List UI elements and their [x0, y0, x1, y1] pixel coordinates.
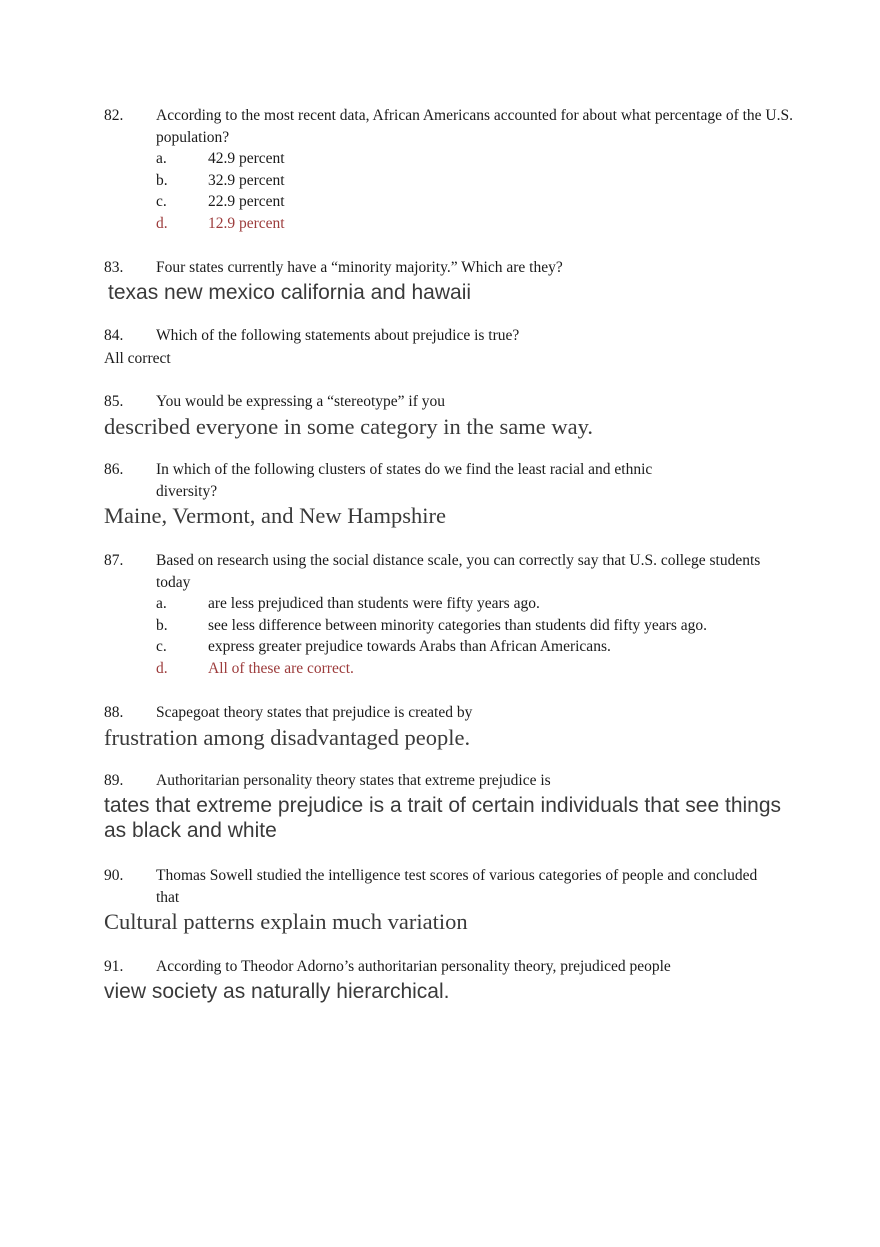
question-87-line [104, 550, 804, 593]
option-letter: c. [156, 193, 167, 210]
question-text: You would be expressing a “stereotype” if you [156, 393, 445, 410]
question-90-line [104, 865, 804, 908]
answer-text: texas new mexico california and hawaii [108, 280, 472, 304]
question-88-line [104, 702, 804, 724]
question-text: According to the most recent data, African Americans accounted for about what percentage of the U.S. population? [156, 107, 793, 146]
question-86 [104, 459, 804, 529]
question-88 [104, 702, 804, 751]
question-number: 91. [104, 958, 124, 975]
option-c [104, 191, 804, 213]
option-b [104, 615, 804, 637]
question-text: Authoritarian personality theory states that extreme prejudice is [156, 772, 551, 789]
question-85-line [104, 391, 804, 413]
question-text: According to Theodor Adorno’s authoritarian personality theory, prejudiced people [156, 958, 671, 975]
answer-text: frustration among disadvantaged people. [104, 724, 471, 750]
question-number: 90. [104, 867, 124, 884]
question-84-line [104, 325, 804, 347]
question-number: 89. [104, 772, 124, 789]
question-82-line [104, 105, 804, 148]
option-c [104, 636, 804, 658]
question-number: 85. [104, 393, 124, 410]
option-a [104, 593, 804, 615]
question-86-line [104, 459, 804, 502]
option-text: 12.9 percent [208, 214, 285, 232]
option-b [104, 170, 804, 192]
option-letter: c. [156, 638, 167, 655]
answer-text: view society as naturally hierarchical. [104, 979, 450, 1003]
option-text: 42.9 percent [208, 150, 285, 167]
question-number: 86. [104, 461, 124, 478]
question-text: Four states currently have a “minority majority.” Which are they? [156, 259, 563, 276]
question-text: In which of the following clusters of states do we find the least racial and ethnic diversity? [156, 461, 653, 500]
question-text: Thomas Sowell studied the intelligence test scores of various categories of people and concluded that [156, 867, 758, 906]
option-text: see less difference between minority categories than students did fifty years ago. [208, 616, 707, 634]
question-89-line [104, 770, 794, 792]
question-number: 84. [104, 327, 124, 344]
option-letter: d. [156, 214, 168, 232]
option-text: 22.9 percent [208, 193, 285, 210]
question-91-line [104, 956, 804, 978]
answer-text: described everyone in some category in the same way. [104, 413, 593, 439]
answer-text: Maine, Vermont, and New Hampshire [104, 503, 447, 528]
question-number: 82. [104, 107, 124, 124]
option-text: 32.9 percent [208, 171, 285, 189]
option-letter: b. [156, 171, 168, 189]
question-89 [104, 770, 794, 843]
option-letter: a. [156, 150, 167, 167]
option-letter: a. [156, 595, 167, 612]
question-text: Scapegoat theory states that prejudice is created by [156, 704, 473, 721]
question-83-line [104, 257, 804, 279]
question-text: Based on research using the social distance scale, you can correctly say that U.S. college students today [156, 552, 761, 591]
answer-text: tates that extreme prejudice is a trait of certain individuals that see things as black and white [104, 793, 782, 842]
option-letter: b. [156, 616, 168, 634]
question-83 [104, 257, 804, 305]
question-number: 88. [104, 704, 124, 721]
question-82 [104, 105, 804, 234]
option-a [104, 148, 804, 170]
question-text: Which of the following statements about prejudice is true? [156, 327, 520, 344]
option-text: express greater prejudice towards Arabs than African Americans. [208, 638, 611, 655]
question-90 [104, 865, 804, 935]
question-85 [104, 391, 804, 440]
option-letter: d. [156, 659, 168, 677]
question-84 [104, 325, 804, 369]
option-d-correct [104, 658, 804, 680]
question-number: 83. [104, 259, 124, 276]
question-87 [104, 550, 804, 679]
option-text: All of these are correct. [208, 659, 354, 677]
question-number: 87. [104, 552, 124, 569]
answer-text: Cultural patterns explain much variation [104, 909, 468, 934]
question-91 [104, 956, 804, 1004]
option-text: are less prejudiced than students were fifty years ago. [208, 595, 540, 612]
answer-text: All correct [104, 349, 171, 367]
option-d-correct [104, 213, 804, 235]
